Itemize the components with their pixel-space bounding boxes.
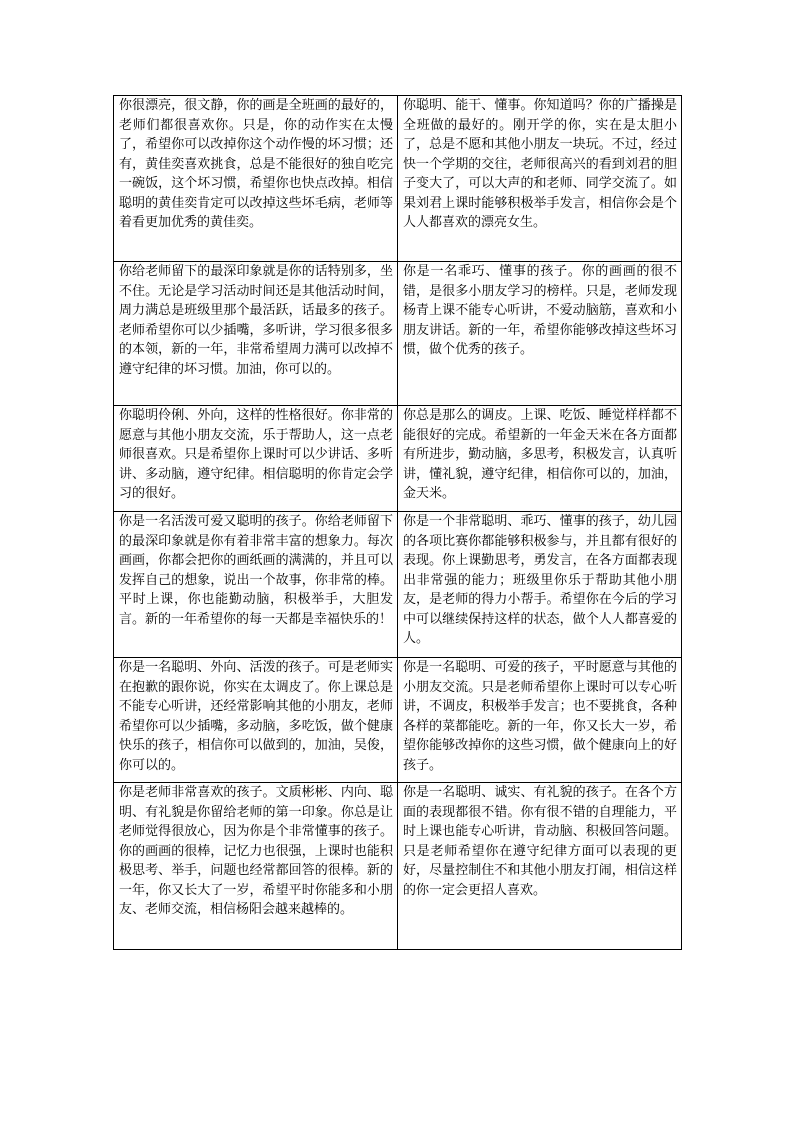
- table-row: [114, 658, 682, 783]
- comment-cell: 你是一个非常聪明、乖巧、懂事的孩子，幼儿园的各项比赛你都能够积极参与，并且都有很好的表现。你上课勤思考，勇发言，在各方面都表现出非常强的能力；班级里你乐于帮助其他小朋友，是老师的得力小帮手。希望你在今后的学习中可以继续保持这样的状态，做个人人都喜爱的人。: [398, 512, 682, 658]
- comment-cell: 你是一名活泼可爱又聪明的孩子。你给老师留下的最深印象就是你有着非常丰富的想象力。每次画画，你都会把你的画纸画的满满的，并且可以发挥自己的想象，说出一个故事，你非常的棒。平时上课，你也能勤动脑，积极举手，大胆发言。新的一年希望你的每一天都是幸福快乐的！: [114, 512, 398, 658]
- comment-cell: 你是一名聪明、可爱的孩子，平时愿意与其他的小朋友交流。只是老师希望你上课时可以专心听讲，不调皮，积极举手发言；也不要挑食，各种各样的菜都能吃。新的一年，你又长大一岁，希望你能够改掉你的这些习惯，做个健康向上的好孩子。: [398, 658, 682, 783]
- comment-cell: 你是老师非常喜欢的孩子。文质彬彬、内向、聪明、有礼貌是你留给老师的第一印象。你总是让老师觉得很放心，因为你是个非常懂事的孩子。你的画画的很棒，记忆力也很强，上课时也能积极思考、举手，问题也经常都回答的很棒。新的一年，你又长大了一岁，希望平时你能多和小朋友、老师交流，相信杨阳会越来越棒的。: [114, 783, 398, 950]
- comment-cell: 你是一名聪明、诚实、有礼貌的孩子。在各个方面的表现都很不错。你有很不错的自理能力，平时上课也能专心听讲，肯动脑、积极回答问题。只是老师希望你在遵守纪律方面可以表现的更好，尽量控制住不和其他小朋友打闹，相信这样的你一定会更招人喜欢。: [398, 783, 682, 950]
- table-row: [114, 262, 682, 406]
- table-row: [114, 512, 682, 658]
- table-row: [114, 783, 682, 950]
- table-row: [114, 406, 682, 512]
- comment-cell: 你聪明伶俐、外向，这样的性格很好。你非常的愿意与其他小朋友交流，乐于帮助人，这一点老师很喜欢。只是希望你上课时可以少讲话、多听讲、多动脑，遵守纪律。相信聪明的你肯定会学习的很好。: [114, 406, 398, 512]
- table-row: [114, 96, 682, 262]
- comments-table: [113, 95, 682, 950]
- comment-cell: 你给老师留下的最深印象就是你的话特别多，坐不住。无论是学习活动时间还是其他活动时间，周力满总是班级里那个最活跃，话最多的孩子。老师希望你可以少插嘴，多听讲，学习很多很多的本领，新的一年，非常希望周力满可以改掉不遵守纪律的坏习惯。加油，你可以的。: [114, 262, 398, 406]
- comment-cell: 你很漂亮，很文静，你的画是全班画的最好的，老师们都很喜欢你。只是，你的动作实在太慢了，希望你可以改掉你这个动作慢的坏习惯；还有，黄佳奕喜欢挑食，总是不能很好的独自吃完一碗饭，这个坏习惯，希望你也快点改掉。相信聪明的黄佳奕肯定可以改掉这些坏毛病，老师等着看更加优秀的黄佳奕。: [114, 96, 398, 262]
- comment-cell: 你总是那么的调皮。上课、吃饭、睡觉样样都不能很好的完成。希望新的一年金天米在各方面都有所进步，勤动脑，多思考，积极发言，认真听讲，懂礼貌，遵守纪律，相信你可以的，加油，金天米。: [398, 406, 682, 512]
- comment-cell: 你是一名乖巧、懂事的孩子。你的画画的很不错，是很多小朋友学习的榜样。只是，老师发现杨青上课不能专心听讲，不爱动脑筋，喜欢和小朋友讲话。新的一年，希望你能够改掉这些坏习惯，做个优秀的孩子。: [398, 262, 682, 406]
- comment-cell: 你是一名聪明、外向、活泼的孩子。可是老师实在抱歉的跟你说，你实在太调皮了。你上课总是不能专心听讲，还经常影响其他的小朋友，老师希望你可以少插嘴，多动脑，多吃饭，做个健康快乐的孩子，相信你可以做到的，加油，吴俊，你可以的。: [114, 658, 398, 783]
- comment-cell: 你聪明、能干、懂事。你知道吗？你的广播操是全班做的最好的。刚开学的你，实在是太胆小了，总是不愿和其他小朋友一块玩。不过，经过快一个学期的交往，老师很高兴的看到刘君的胆子变大了，可以大声的和老师、同学交流了。如果刘君上课时能够积极举手发言，相信你会是个人人都喜欢的漂亮女生。: [398, 96, 682, 262]
